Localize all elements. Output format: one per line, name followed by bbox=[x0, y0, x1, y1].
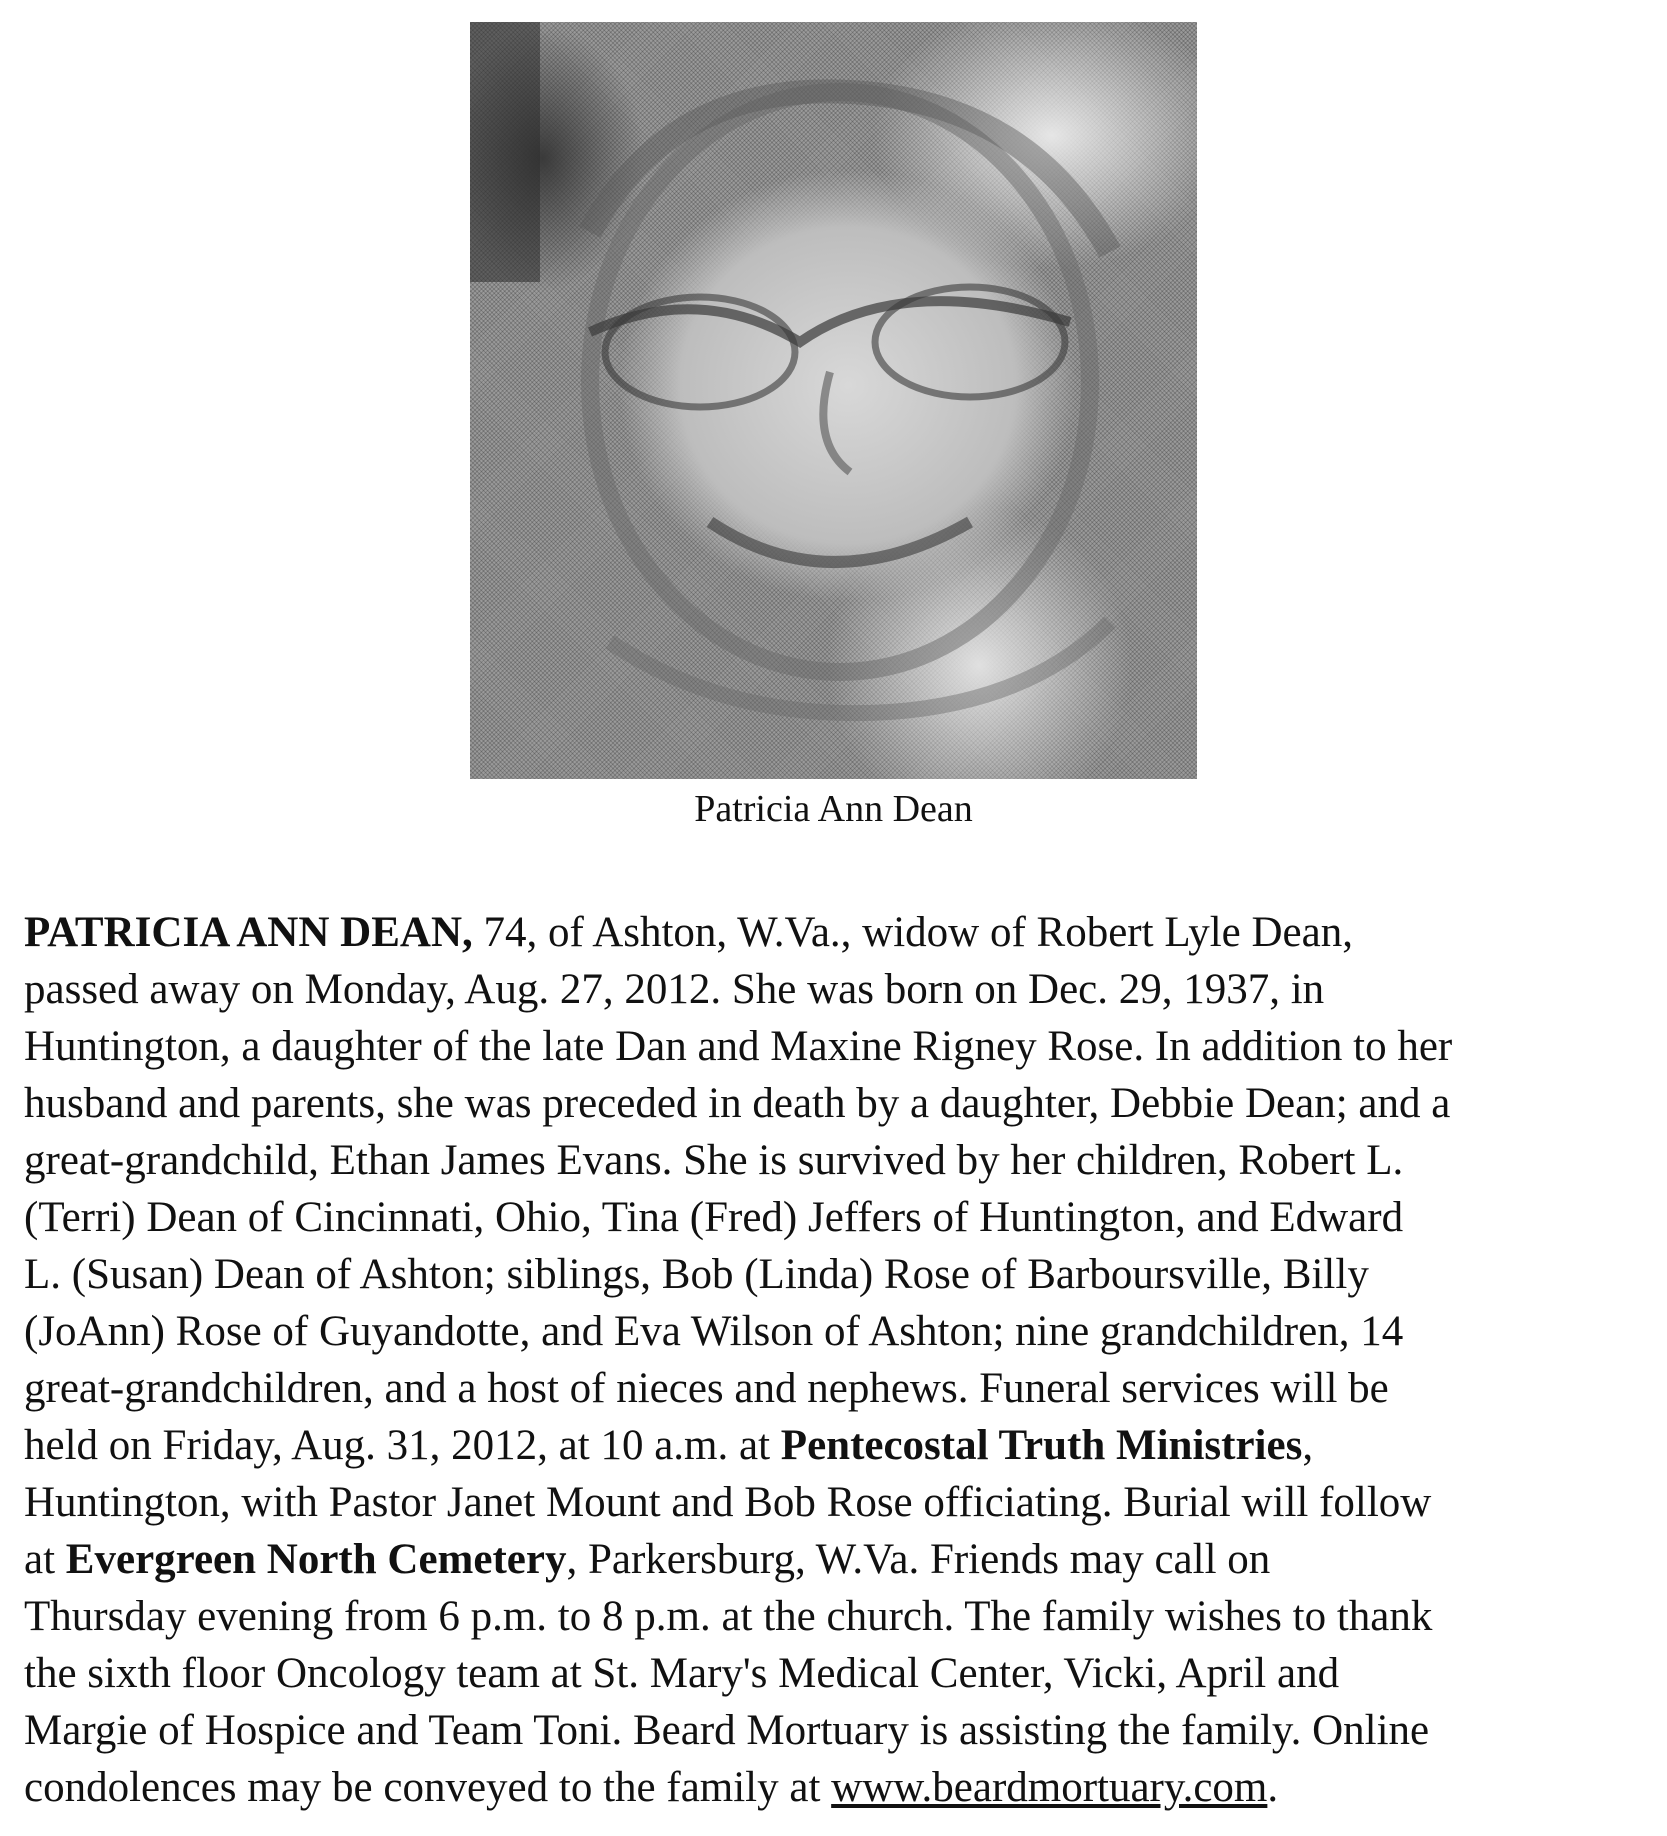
obituary-text bbox=[24, 904, 1660, 1816]
website-link[interactable]: www.beardmortuary.com bbox=[831, 1764, 1268, 1811]
text-segment: Huntington, a daughter of the late Dan and Maxine Rigney Rose. In addition to her bbox=[24, 1023, 1453, 1070]
obituary-line bbox=[24, 1018, 1660, 1075]
bold-name: PATRICIA ANN DEAN, bbox=[24, 909, 473, 956]
obituary-line bbox=[24, 1702, 1660, 1759]
text-segment: held on Friday, Aug. 31, 2012, at 10 a.m. at bbox=[24, 1422, 781, 1469]
obituary-line bbox=[24, 1189, 1660, 1246]
bold-name: Evergreen North Cemetery bbox=[65, 1536, 567, 1583]
text-segment: condolences may be conveyed to the family at bbox=[24, 1764, 832, 1811]
portrait-sketch bbox=[470, 22, 1197, 779]
portrait-photo bbox=[470, 22, 1197, 779]
text-segment: L. (Susan) Dean of Ashton; siblings, Bob (Linda) Rose of Barboursville, Billy bbox=[24, 1251, 1369, 1298]
text-segment: great-grandchildren, and a host of nieces and nephews. Funeral services will be bbox=[24, 1365, 1389, 1412]
text-segment: the sixth floor Oncology team at St. Mary's Medical Center, Vicki, April and bbox=[24, 1650, 1340, 1697]
text-segment: husband and parents, she was preceded in death by a daughter, Debbie Dean; and a bbox=[24, 1080, 1451, 1127]
obituary-line bbox=[24, 1075, 1660, 1132]
text-segment: (JoAnn) Rose of Guyandotte, and Eva Wilson of Ashton; nine grandchildren, 14 bbox=[24, 1308, 1404, 1355]
text-segment: passed away on Monday, Aug. 27, 2012. She was born on Dec. 29, 1937, in bbox=[24, 966, 1325, 1013]
text-segment: great-grandchild, Ethan James Evans. She is survived by her children, Robert L. bbox=[24, 1137, 1404, 1184]
obituary-line bbox=[24, 1417, 1660, 1474]
text-segment: (Terri) Dean of Cincinnati, Ohio, Tina (Fred) Jeffers of Huntington, and Edward bbox=[24, 1194, 1404, 1241]
obituary-line bbox=[24, 1303, 1660, 1360]
obituary-line bbox=[24, 1360, 1660, 1417]
obituary-line bbox=[24, 961, 1660, 1018]
obituary-line bbox=[24, 1645, 1660, 1702]
text-segment: 74, of Ashton, W.Va., widow of Robert Lyle Dean, bbox=[472, 909, 1353, 956]
text-segment: Thursday evening from 6 p.m. to 8 p.m. at the church. The family wishes to thank bbox=[24, 1593, 1433, 1640]
bold-name: Pentecostal Truth Ministries bbox=[780, 1422, 1303, 1469]
obituary-line bbox=[24, 1246, 1660, 1303]
obituary-line bbox=[24, 1531, 1660, 1588]
photo-caption: Patricia Ann Dean bbox=[694, 788, 973, 830]
text-segment: Margie of Hospice and Team Toni. Beard Mortuary is assisting the family. Online bbox=[24, 1707, 1430, 1754]
text-segment: Huntington, with Pastor Janet Mount and Bob Rose officiating. Burial will follow bbox=[24, 1479, 1432, 1526]
text-segment: . bbox=[1267, 1764, 1279, 1811]
text-segment: , Parkersburg, W.Va. Friends may call on bbox=[566, 1536, 1271, 1583]
text-segment: at bbox=[24, 1536, 66, 1583]
obituary-line bbox=[24, 1132, 1660, 1189]
text-segment: , bbox=[1302, 1422, 1314, 1469]
obituary-line bbox=[24, 1474, 1660, 1531]
obituary-line bbox=[24, 904, 1660, 961]
obituary-line bbox=[24, 1759, 1660, 1816]
obituary-line bbox=[24, 1588, 1660, 1645]
